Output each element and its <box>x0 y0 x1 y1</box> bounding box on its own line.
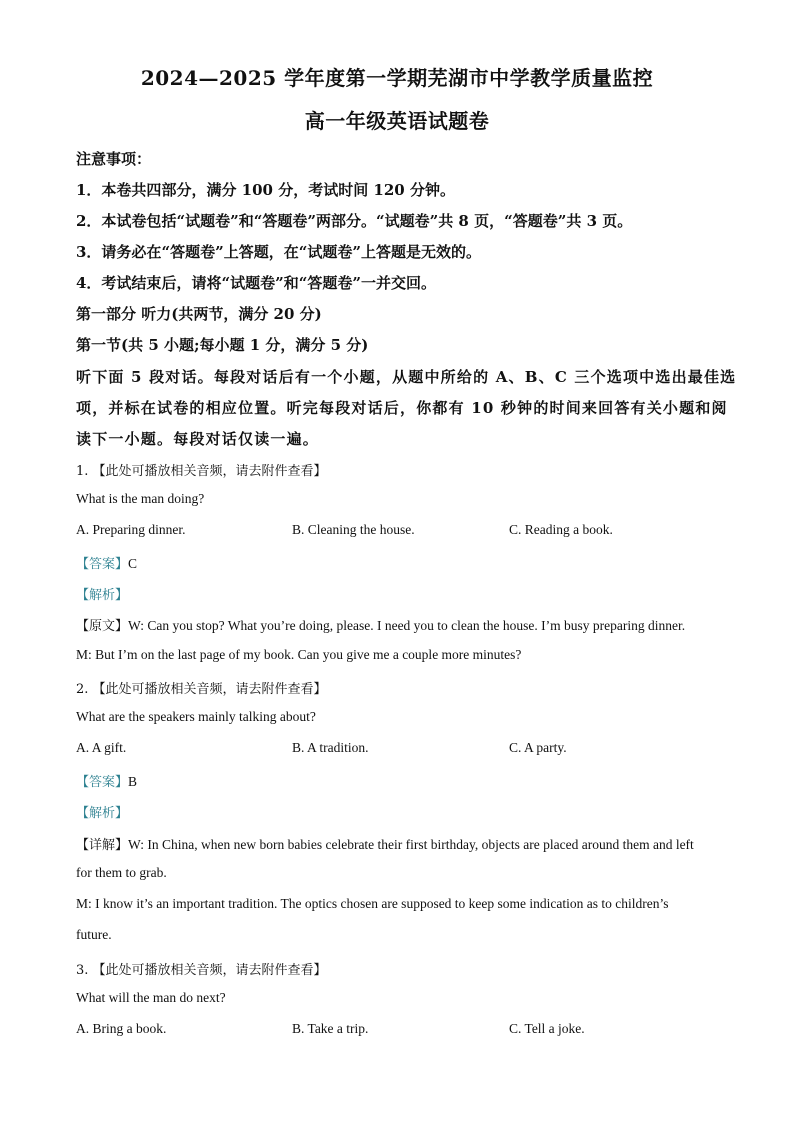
question-1-option-b: B. Cleaning the house. <box>292 522 415 537</box>
question-2-detail-line-1 <box>76 834 694 853</box>
part-title: 第一部分 听力(共两节，满分 20 分) <box>76 305 322 323</box>
answer-label: 【答案】 <box>76 774 129 789</box>
exam-subtitle: 高一年级英语试题卷 <box>304 109 490 133</box>
question-3-option-c: C. Tell a joke. <box>509 1021 585 1036</box>
question-1-analysis-label: 【解析】 <box>76 588 129 603</box>
instruction-line-2: 项，并标在试卷的相应位置。听完每段对话后，你都有 10 秒钟的时间来回答有关小题和阅 <box>76 399 728 417</box>
question-1-answer <box>76 553 137 572</box>
answer-value: C <box>128 556 138 571</box>
answer-label: 【答案】 <box>76 556 129 571</box>
question-1-option-c: C. Reading a book. <box>509 522 613 537</box>
notice-heading: 注意事项： <box>76 150 152 168</box>
question-2-detail-line-3: M: I know it’s an important tradition. The optics chosen are supposed to keep some indication as to children’s <box>76 896 669 911</box>
question-3-stem: What will the man do next? <box>76 990 226 1005</box>
question-2-header: 2. 【此处可播放相关音频，请去附件查看】 <box>76 682 327 697</box>
question-1-option-a: A. Preparing dinner. <box>76 522 186 537</box>
question-1-transcript-line-2: M: But I’m on the last page of my book. Can you give me a couple more minutes? <box>76 647 522 662</box>
transcript-text: W: Can you stop? What you’re doing, please. I need you to clean the house. I’m busy preparing dinner. <box>128 618 686 633</box>
question-2-option-c: C. A party. <box>509 740 567 755</box>
transcript-label: 【原文】 <box>76 618 129 633</box>
question-2-analysis-label: 【解析】 <box>76 806 129 821</box>
exam-title: 2024—2025 学年度第一学期芜湖市中学教学质量监控 <box>140 66 654 90</box>
detail-label: 【详解】 <box>76 837 129 852</box>
question-2-option-a: A. A gift. <box>76 740 127 755</box>
question-1-transcript-line-1 <box>76 615 685 634</box>
question-2-answer <box>76 771 137 790</box>
instruction-line-3: 读下一小题。每段对话仅读一遍。 <box>76 430 320 448</box>
question-2-option-b: B. A tradition. <box>292 740 369 755</box>
question-2-stem: What are the speakers mainly talking about? <box>76 709 316 724</box>
question-1-stem: What is the man doing? <box>76 491 205 506</box>
instruction-line-1: 听下面 5 段对话。每段对话后有一个小题，从题中所给的 A、B、C 三个选项中选出最佳选 <box>76 368 737 386</box>
question-2-detail-line-2: for them to grab. <box>76 865 167 880</box>
question-1-header: 1. 【此处可播放相关音频，请去附件查看】 <box>76 464 327 479</box>
notice-item-1: 1．本卷共四部分，满分 100 分，考试时间 120 分钟。 <box>76 181 455 199</box>
notice-item-2: 2．本试卷包括“试题卷”和“答题卷”两部分。“试题卷”共 8 页，“答题卷”共 3 页。 <box>76 212 633 230</box>
section-subtitle: 第一节(共 5 小题;每小题 1 分，满分 5 分) <box>76 336 369 354</box>
question-3-option-b: B. Take a trip. <box>292 1021 369 1036</box>
detail-text: W: In China, when new born babies celebrate their first birthday, objects are placed around them and left <box>128 837 694 852</box>
question-3-header: 3. 【此处可播放相关音频，请去附件查看】 <box>76 963 327 978</box>
question-2-detail-line-4: future. <box>76 927 112 942</box>
answer-value: B <box>128 774 138 789</box>
notice-item-3: 3．请务必在“答题卷”上答题，在“试题卷”上答题是无效的。 <box>76 243 481 261</box>
notice-item-4: 4．考试结束后，请将“试题卷”和“答题卷”一并交回。 <box>76 274 436 292</box>
question-3-option-a: A. Bring a book. <box>76 1021 167 1036</box>
